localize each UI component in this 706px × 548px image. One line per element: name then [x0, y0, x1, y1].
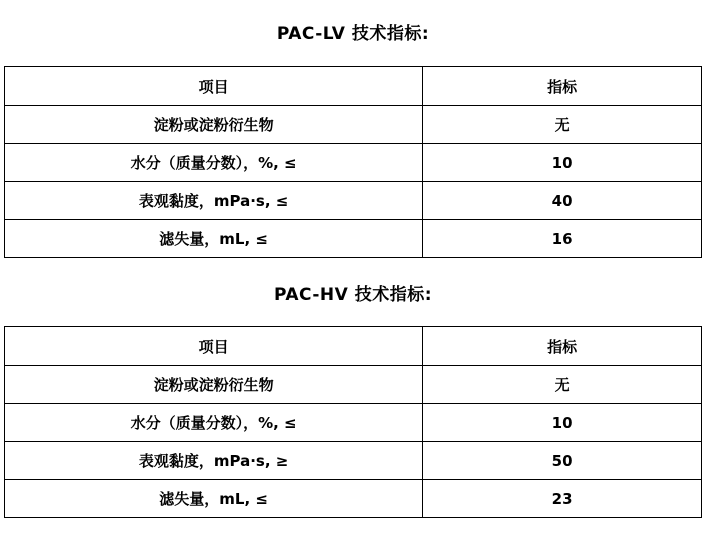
table-row — [5, 480, 702, 518]
cell-value: 无 — [423, 366, 702, 404]
cell-item: 水分（质量分数），%, ≤ — [5, 404, 423, 442]
table-wrapper-pac-lv — [0, 66, 706, 258]
table-wrapper-pac-hv — [0, 326, 706, 518]
section-title-pac-lv: PAC-LV 技术指标: — [276, 24, 430, 44]
table-header-row — [5, 327, 702, 366]
cell-value: 50 — [423, 442, 702, 480]
cell-value: 10 — [423, 404, 702, 442]
table-row — [5, 144, 702, 182]
cell-value: 40 — [423, 182, 702, 220]
column-header-item: 项目 — [5, 67, 423, 106]
section-pac-lv — [0, 0, 706, 258]
column-header-spec: 指标 — [423, 327, 702, 366]
table-row — [5, 106, 702, 144]
cell-value: 16 — [423, 220, 702, 258]
cell-item: 滤失量，mL, ≤ — [5, 220, 423, 258]
table-header-row — [5, 67, 702, 106]
cell-value: 无 — [423, 106, 702, 144]
spec-table-pac-hv — [4, 326, 702, 518]
table-row — [5, 442, 702, 480]
cell-value: 23 — [423, 480, 702, 518]
cell-item: 表观黏度，mPa·s, ≤ — [5, 182, 423, 220]
cell-item: 滤失量，mL, ≤ — [5, 480, 423, 518]
table-row — [5, 220, 702, 258]
table-row — [5, 182, 702, 220]
column-header-item: 项目 — [5, 327, 423, 366]
section-pac-hv — [0, 258, 706, 518]
cell-item: 水分（质量分数），%, ≤ — [5, 144, 423, 182]
table-row — [5, 366, 702, 404]
cell-value: 10 — [423, 144, 702, 182]
section-title-pac-hv: PAC-HV 技术指标: — [273, 285, 433, 305]
column-header-spec: 指标 — [423, 67, 702, 106]
cell-item: 淀粉或淀粉衍生物 — [5, 366, 423, 404]
table-row — [5, 404, 702, 442]
cell-item: 表观黏度，mPa·s, ≥ — [5, 442, 423, 480]
spec-table-pac-lv — [4, 66, 702, 258]
cell-item: 淀粉或淀粉衍生物 — [5, 106, 423, 144]
